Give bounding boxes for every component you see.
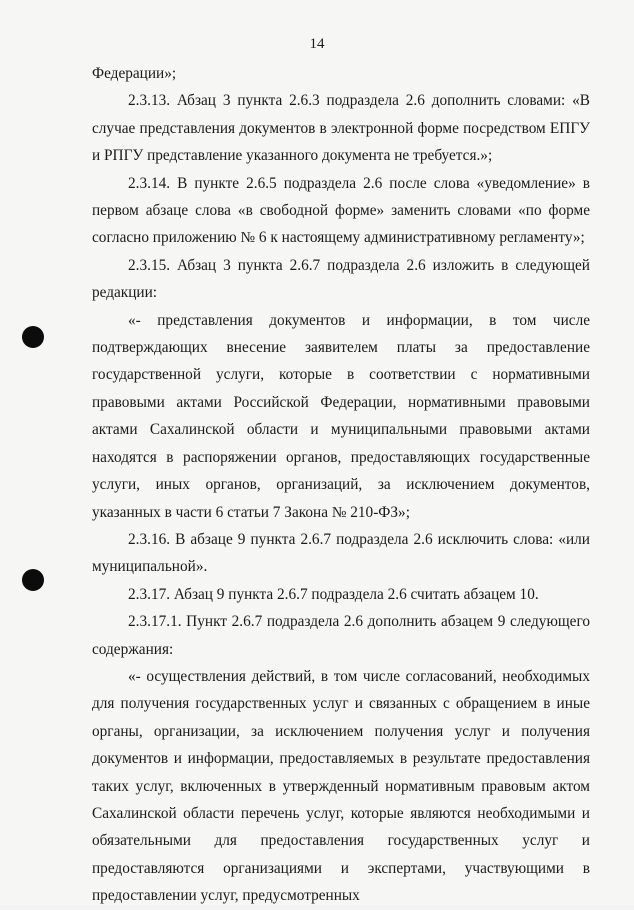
paragraph-continuation: Федерации»; xyxy=(92,65,177,82)
document-body xyxy=(92,60,590,910)
paragraph-2-3-17-1: 2.3.17.1. Пункт 2.6.7 подраздела 2.6 дополнить абзацем 9 следующего содержания: xyxy=(92,613,590,658)
page-number: 14 xyxy=(309,36,325,52)
paragraph-2-3-14: 2.3.14. В пункте 2.6.5 подраздела 2.6 после слова «уведомление» в первом абзаце слова «в свободной форме» заменить словами «по форме согласно приложению № 6 к настоящему административному регламенту»; xyxy=(92,174,590,247)
paragraph-2-3-16: 2.3.16. В абзаце 9 пункта 2.6.7 подраздела 2.6 исключить слова: «или муниципальной». xyxy=(92,530,590,576)
paragraph-2-3-13: 2.3.13. Абзац 3 пункта 2.6.3 подраздела 2.6 дополнить словами: «В случае представления документов в электронной форме посредством ЕПГУ и РПГУ представление указанного документа не требуется.»; xyxy=(92,92,590,165)
punch-hole-bottom xyxy=(22,569,44,591)
punch-hole-top xyxy=(22,326,44,348)
paragraph-quote-1: «- представления документов и информации, в том числе подтверждающих внесение заявителем платы за предоставление государственной услуги, которые в соответствии с нормативными правовыми актами Российской Федерации, нормативными правовыми актами Сахалинской области и муниципальными правовыми актами находятся в распоряжении органов, предоставляющих государственные услуги, иных органов, организаций, за исключением документов, указанных в части 6 статьи 7 Закона № 210-ФЗ»; xyxy=(92,311,590,521)
paragraph-2-3-15: 2.3.15. Абзац 3 пункта 2.6.7 подраздела 2.6 изложить в следующей редакции: xyxy=(92,256,590,302)
paragraph-2-3-17: 2.3.17. Абзац 9 пункта 2.6.7 подраздела 2.6 считать абзацем 10. xyxy=(128,585,539,603)
paragraph-quote-2: «- осуществления действий, в том числе согласований, необходимых для получения государственных услуг и связанных с обращением в иные органы, организации, за исключением получения услуг и получения документов и информации, предоставляемых в результате предоставления таких услуг, включенных в утвержденный нормативным правовым актом Сахалинской области перечень услуг, которые являются необходимыми и обязательными для предоставления государственных услуг и предоставляются организациями и экспертами, участвующими в предоставлении услуг, предусмотренных xyxy=(92,667,590,905)
